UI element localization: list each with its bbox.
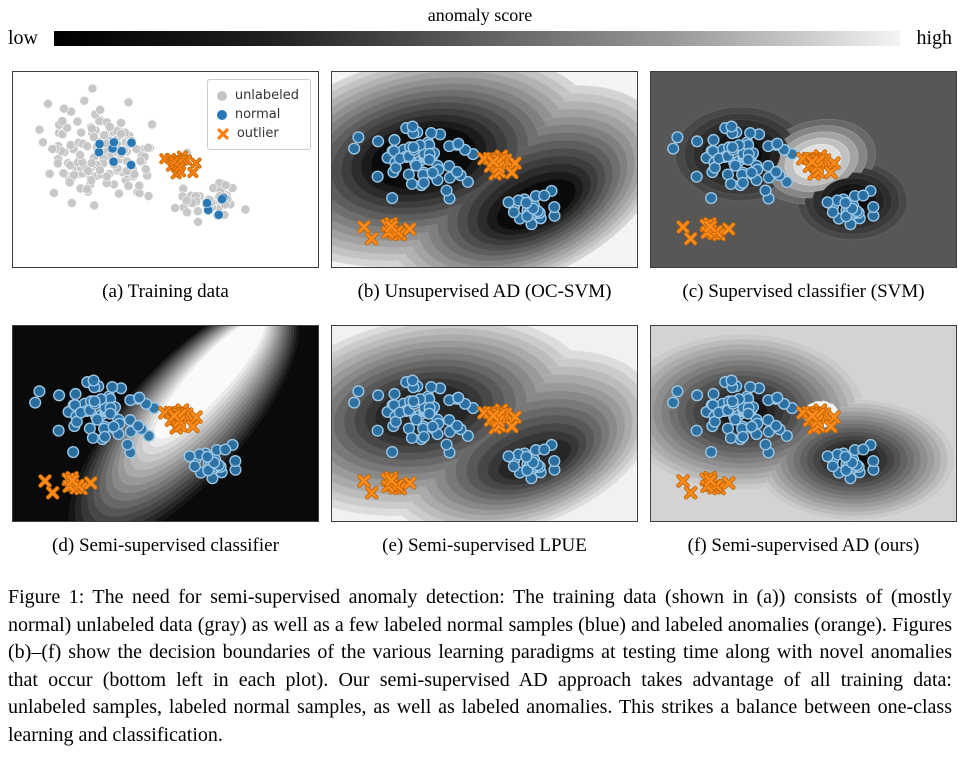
normal-marker-icon bbox=[217, 110, 227, 120]
panel-grid bbox=[12, 71, 957, 558]
panel-e-caption: (e) Semi-supervised LPUE bbox=[382, 535, 587, 556]
legend-label: normal bbox=[234, 107, 281, 122]
colorbar-high-label: high bbox=[916, 27, 952, 49]
panel-row-2 bbox=[12, 325, 957, 558]
panel-e-cell bbox=[331, 325, 638, 558]
outlier-marker-icon bbox=[217, 128, 229, 140]
panel-d-plot bbox=[12, 325, 319, 522]
scatter-legend bbox=[207, 79, 311, 150]
panel-d-caption: (d) Semi-supervised classifier bbox=[52, 535, 279, 556]
legend-label: outlier bbox=[236, 126, 279, 141]
panel-f-caption: (f) Semi-supervised AD (ours) bbox=[687, 535, 920, 556]
panel-e-plot bbox=[331, 325, 638, 522]
panel-a-cell bbox=[12, 71, 319, 304]
colorbar-title: anomaly score bbox=[427, 5, 533, 25]
unlabeled-marker-icon bbox=[217, 91, 227, 101]
panel-c-caption: (c) Supervised classifier (SVM) bbox=[682, 281, 925, 302]
colorbar-gradient-bar bbox=[54, 31, 900, 46]
panel-row-1 bbox=[12, 71, 957, 304]
panel-a-caption: (a) Training data bbox=[102, 281, 229, 302]
panel-f-cell bbox=[650, 325, 957, 558]
panel-a-plot bbox=[12, 71, 319, 268]
figure-caption: Figure 1: The need for semi-supervised anomaly detection: The training data (shown in (a)) consists of (mostly normal) unlabeled data (gray) as well as a few labeled normal samples (blue) and labeled anomalies (orange). Figures (b)–(f) show the decision boundaries of the various learning paradigms at testing time along with novel anomalies that occur (bottom left in each plot). Our semi-supervised AD approach takes advantage of all training data: unlabeled samples, labeled normal samples, as well as labeled anomalies. This strikes a balance between one-class learning and classification. bbox=[8, 586, 952, 746]
panel-c-plot bbox=[650, 71, 957, 268]
panel-b-plot bbox=[331, 71, 638, 268]
colorbar-low-label: low bbox=[8, 27, 38, 49]
colorbar bbox=[0, 0, 960, 50]
legend-item-outlier bbox=[217, 124, 299, 143]
panel-d-cell bbox=[12, 325, 319, 558]
panel-b-caption: (b) Unsupervised AD (OC-SVM) bbox=[357, 281, 612, 302]
panel-b-cell bbox=[331, 71, 638, 304]
legend-item-unlabeled bbox=[217, 86, 299, 105]
panel-c-cell bbox=[650, 71, 957, 304]
legend-label: unlabeled bbox=[234, 88, 299, 103]
legend-item-normal bbox=[217, 105, 299, 124]
panel-f-plot bbox=[650, 325, 957, 522]
